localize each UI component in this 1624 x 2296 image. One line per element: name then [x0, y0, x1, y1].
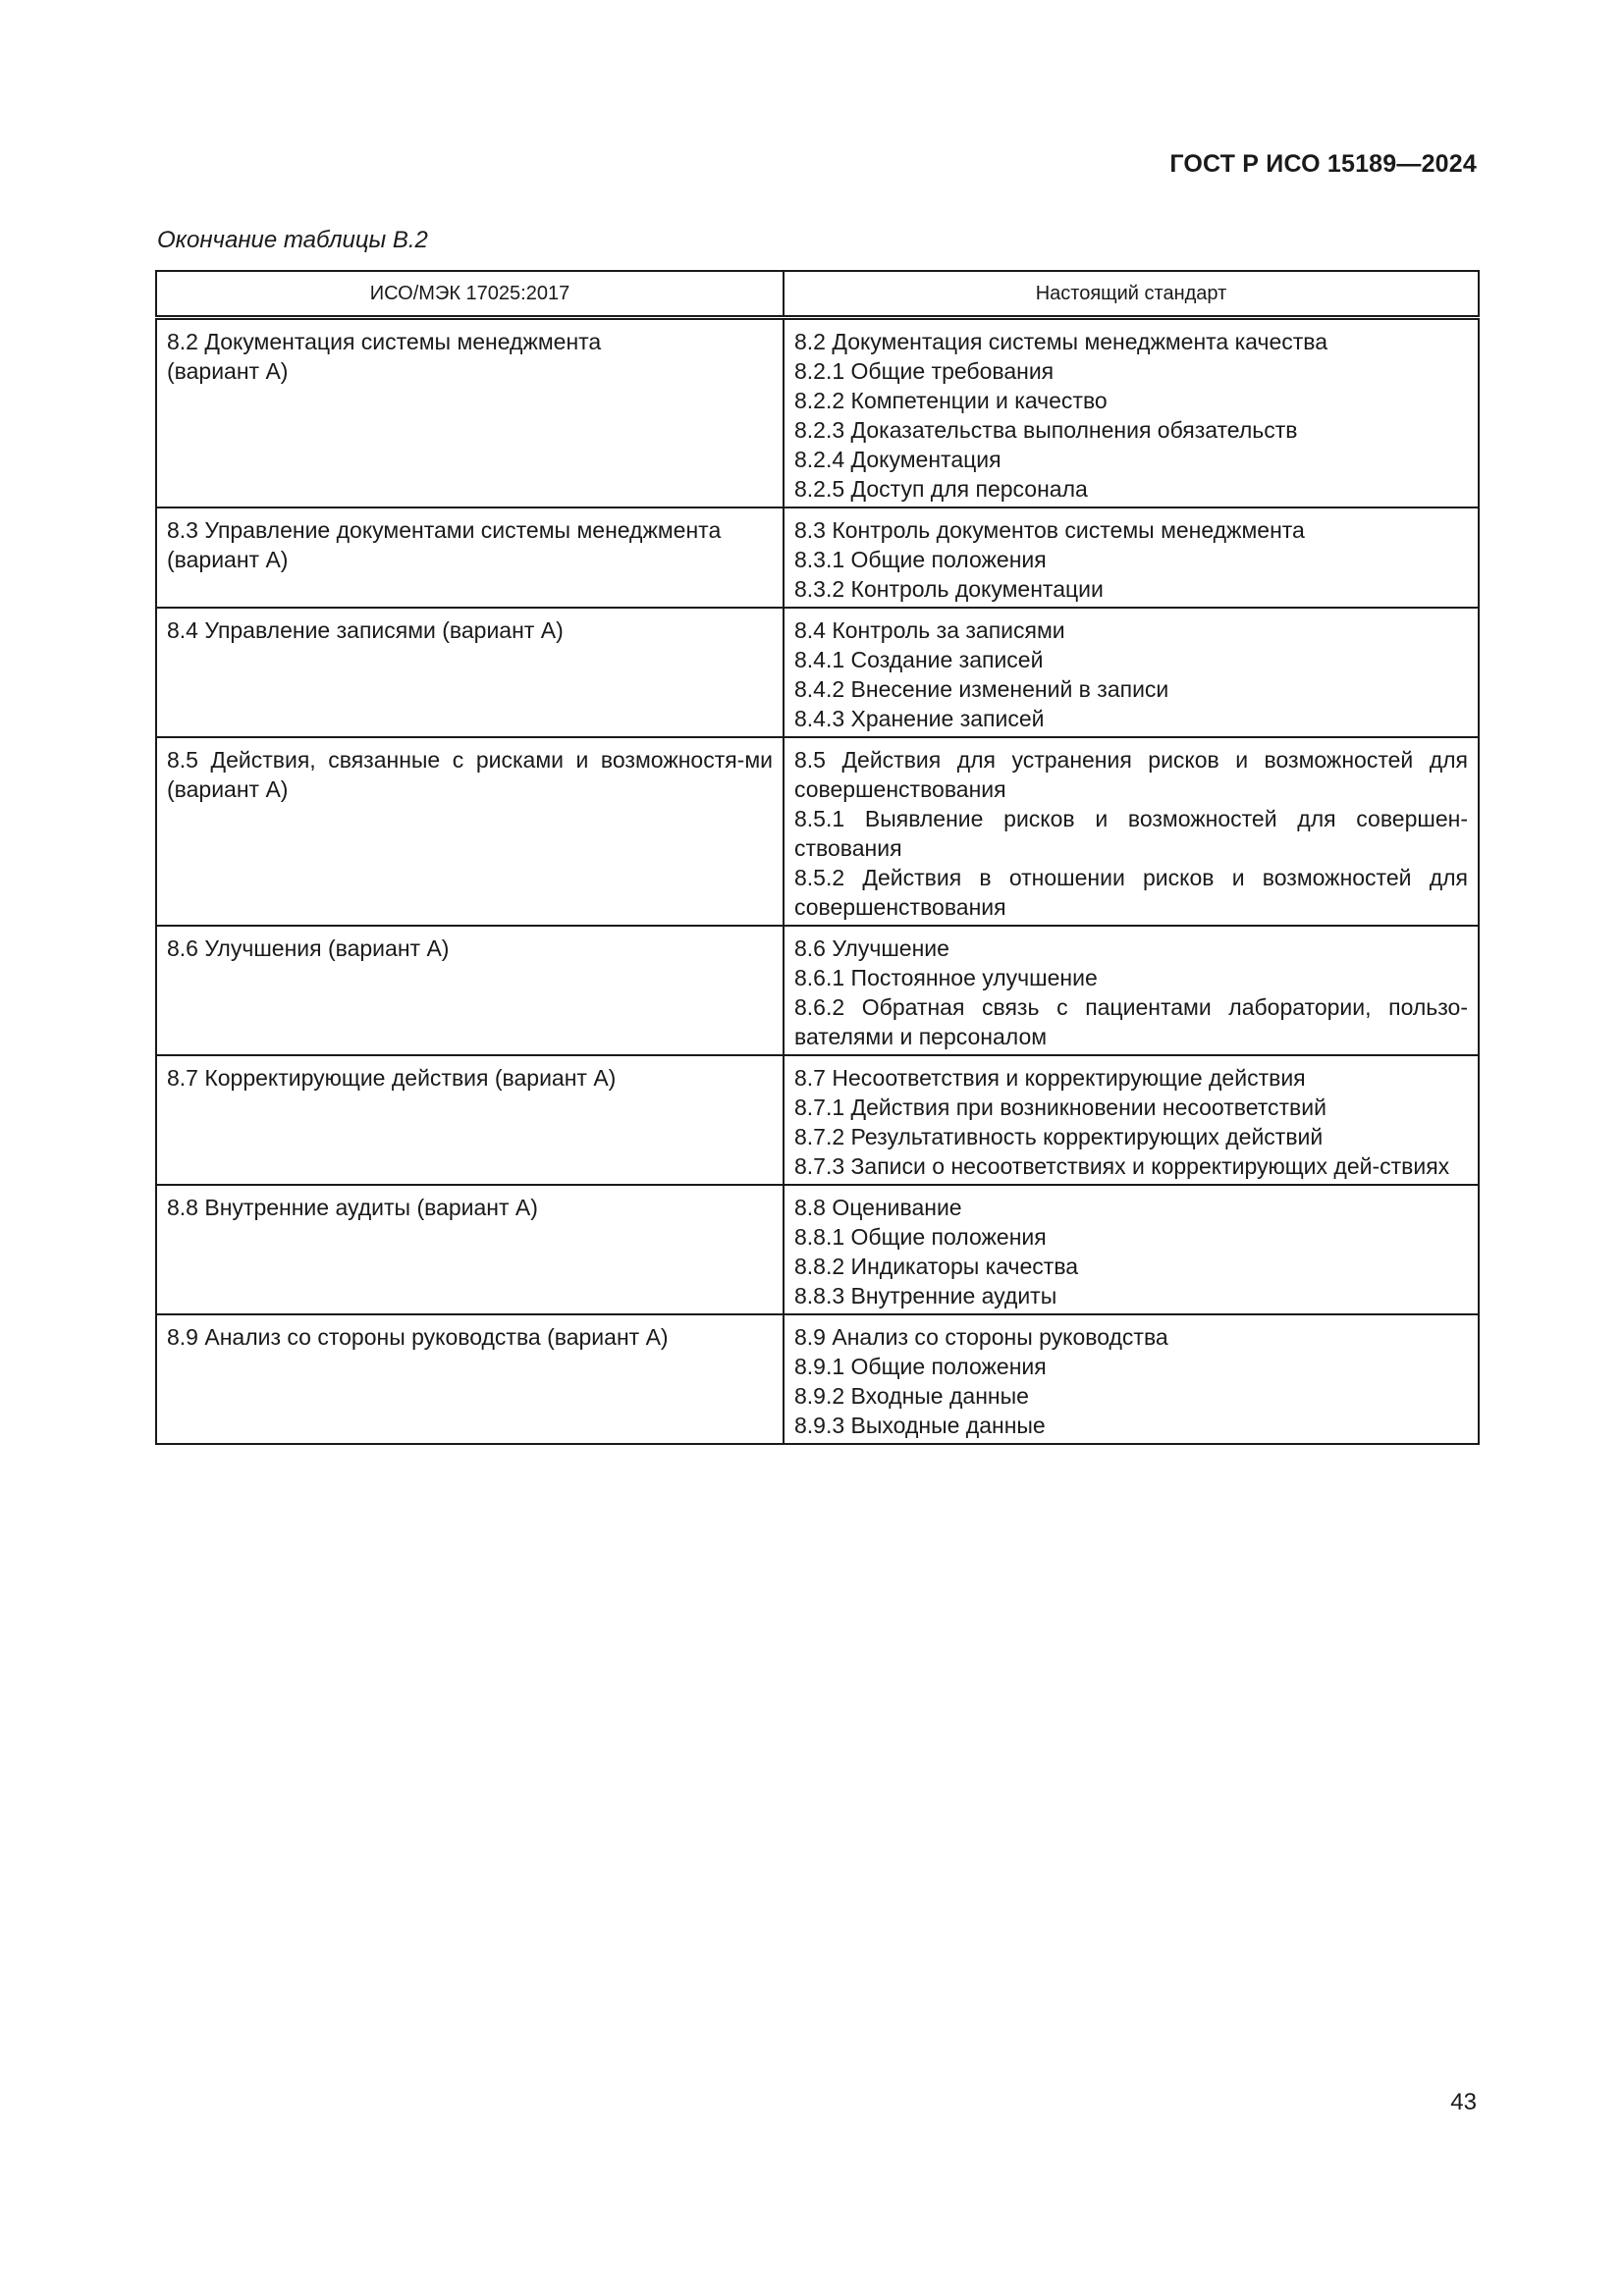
clause-line: 8.3.2 Контроль документации: [794, 576, 1104, 602]
clause-line: 8.3 Контроль документов системы менеджмента: [794, 517, 1305, 543]
clause-line: 8.4.1 Создание записей: [794, 647, 1044, 672]
clause-line: 8.7.2 Результативность корректирующих действий: [794, 1124, 1324, 1149]
cell-iso-iec-17025: [156, 926, 784, 1055]
cell-iso-iec-17025: [156, 507, 784, 608]
cell-this-standard: [784, 1055, 1479, 1185]
clause-line: 8.2 Документация системы менеджмента: [167, 329, 602, 354]
table-head: [156, 271, 1479, 318]
clause-line: 8.9 Анализ со стороны руководства: [794, 1324, 1168, 1350]
column-header-this-standard: Настоящий стандарт: [784, 271, 1479, 318]
clause-line: 8.3.1 Общие положения: [794, 547, 1047, 572]
table-caption: Окончание таблицы В.2: [157, 227, 428, 253]
clause-line: 8.2 Документация системы менеджмента качества: [794, 329, 1328, 354]
clause-line: (вариант А): [167, 358, 289, 384]
clause-line: 8.6.2 Обратная связь с пациентами лаборатории, пользо-вателями и персоналом: [794, 994, 1468, 1049]
cell-this-standard: [784, 1185, 1479, 1314]
cell-this-standard: [784, 318, 1479, 508]
clause-line: 8.5 Действия, связанные с рисками и возможностя-ми (вариант А): [167, 747, 773, 802]
clause-line: 8.5.2 Действия в отношении рисков и возможностей для совершенствования: [794, 865, 1468, 920]
table-body: [156, 318, 1479, 1445]
clause-line: 8.7 Корректирующие действия (вариант А): [167, 1065, 617, 1091]
cell-iso-iec-17025: [156, 1314, 784, 1444]
clause-line: 8.2.1 Общие требования: [794, 358, 1055, 384]
clause-line: 8.8 Внутренние аудиты (вариант А): [167, 1195, 538, 1220]
document-header-code: ГОСТ Р ИСО 15189—2024: [1169, 150, 1477, 178]
clause-line: 8.4 Контроль за записями: [794, 617, 1065, 643]
cell-this-standard: [784, 1314, 1479, 1444]
cell-this-standard: [784, 608, 1479, 737]
clause-line: 8.2.2 Компетенции и качество: [794, 388, 1108, 413]
table-row: [156, 507, 1479, 608]
table-row: [156, 1185, 1479, 1314]
cell-iso-iec-17025: [156, 318, 784, 508]
clause-line: 8.7.1 Действия при возникновении несоответствий: [794, 1095, 1326, 1120]
cell-iso-iec-17025: [156, 1185, 784, 1314]
clause-line: 8.7.3 Записи о несоответствиях и корректирующих дей-ствиях: [794, 1153, 1450, 1179]
table-row: [156, 926, 1479, 1055]
clause-line: 8.6 Улучшение: [794, 935, 949, 961]
clause-line: 8.2.4 Документация: [794, 447, 1001, 472]
page-number: 43: [1450, 2089, 1477, 2115]
table-row: [156, 318, 1479, 508]
clause-line: 8.5.1 Выявление рисков и возможностей для совершен-ствования: [794, 806, 1468, 861]
clause-line: 8.4.3 Хранение записей: [794, 706, 1045, 731]
clause-line: 8.2.5 Доступ для персонала: [794, 476, 1088, 502]
clause-line: 8.4.2 Внесение изменений в записи: [794, 676, 1169, 702]
cell-iso-iec-17025: [156, 1055, 784, 1185]
clause-line: 8.8.1 Общие положения: [794, 1224, 1047, 1250]
cell-this-standard: [784, 737, 1479, 926]
cell-iso-iec-17025: [156, 608, 784, 737]
clause-line: 8.9 Анализ со стороны руководства (вариант А): [167, 1324, 669, 1350]
clause-line: 8.9.2 Входные данные: [794, 1383, 1029, 1409]
clause-line: 8.5 Действия для устранения рисков и возможностей для совершенствования: [794, 747, 1468, 802]
table-header-row: [156, 271, 1479, 318]
clause-line: 8.6 Улучшения (вариант А): [167, 935, 450, 961]
clause-line: 8.8 Оценивание: [794, 1195, 962, 1220]
table-row: [156, 1314, 1479, 1444]
table-row: [156, 1055, 1479, 1185]
column-header-iso-iec-17025: ИСО/МЭК 17025:2017: [156, 271, 784, 318]
cell-iso-iec-17025: [156, 737, 784, 926]
clause-line: 8.8.2 Индикаторы качества: [794, 1254, 1079, 1279]
table-row: [156, 737, 1479, 926]
clause-line: 8.3 Управление документами системы менеджмента: [167, 517, 722, 543]
clause-line: (вариант А): [167, 547, 289, 572]
clause-line: 8.7 Несоответствия и корректирующие действия: [794, 1065, 1306, 1091]
comparison-table: [155, 270, 1480, 1445]
cell-this-standard: [784, 926, 1479, 1055]
cell-this-standard: [784, 507, 1479, 608]
clause-line: 8.8.3 Внутренние аудиты: [794, 1283, 1057, 1308]
clause-line: 8.6.1 Постоянное улучшение: [794, 965, 1098, 990]
clause-line: 8.9.3 Выходные данные: [794, 1413, 1046, 1438]
clause-line: 8.9.1 Общие положения: [794, 1354, 1047, 1379]
clause-line: 8.2.3 Доказательства выполнения обязательств: [794, 417, 1298, 443]
table-row: [156, 608, 1479, 737]
clause-line: 8.4 Управление записями (вариант А): [167, 617, 564, 643]
